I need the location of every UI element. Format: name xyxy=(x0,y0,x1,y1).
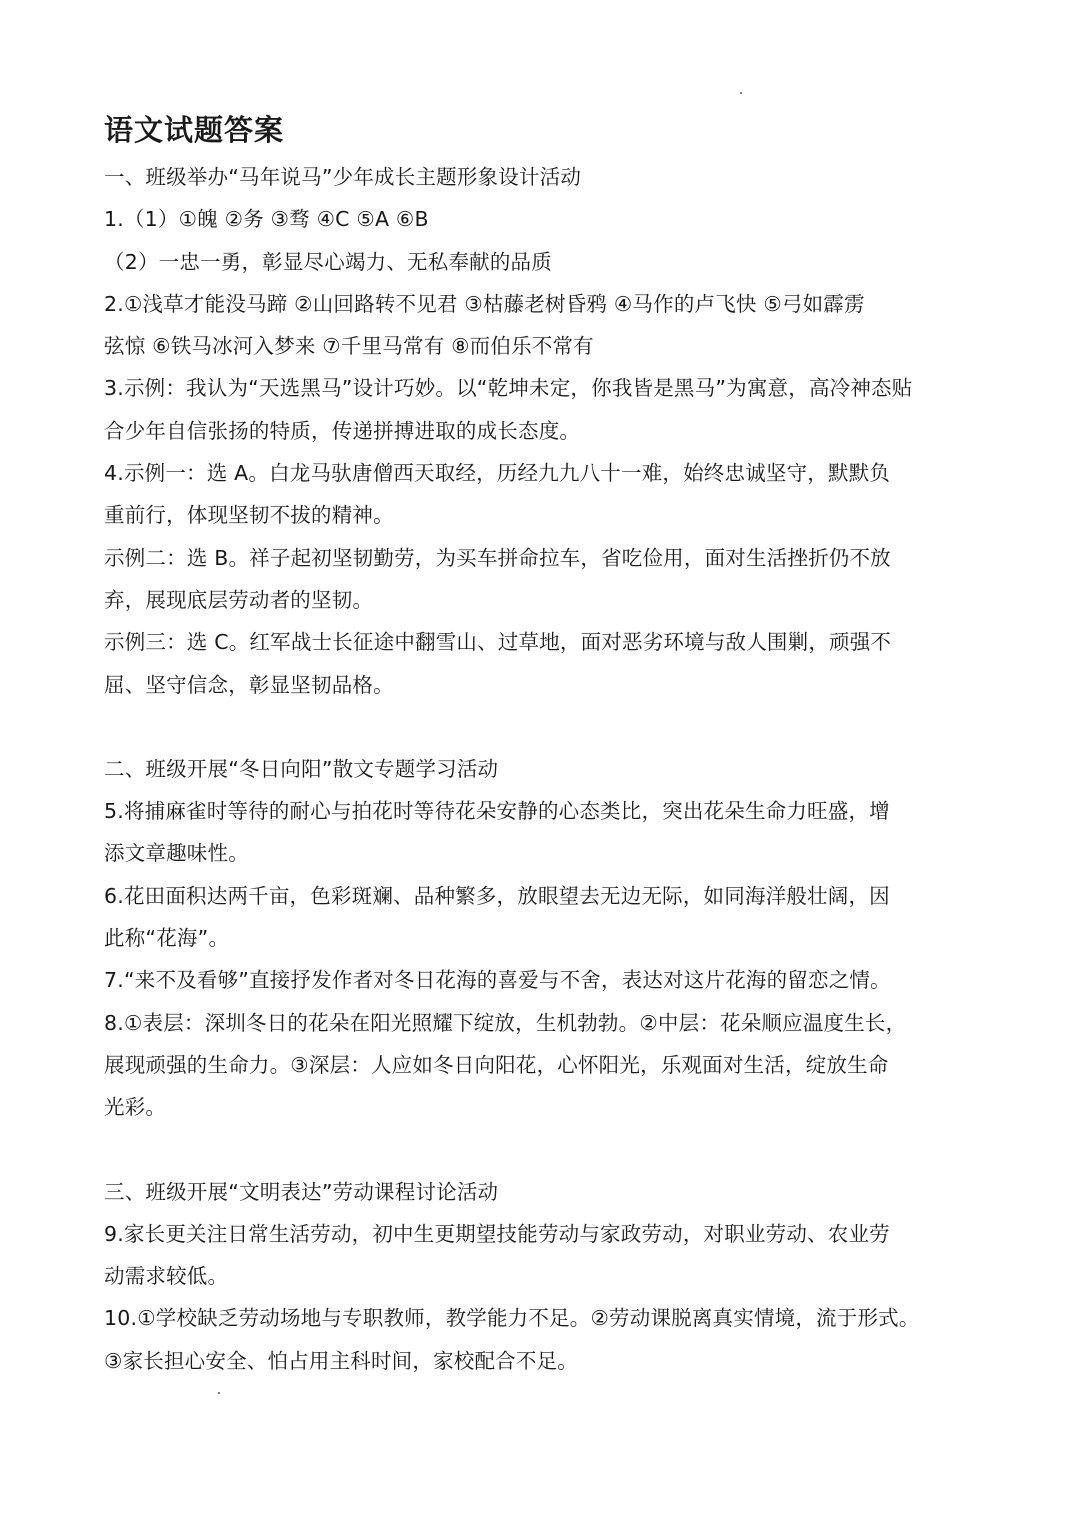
section-spacer xyxy=(104,1129,944,1171)
answer-line: 展现顽强的生命力。③深层：人应如冬日向阳花，心怀阳光，乐观面对生活，绽放生命 xyxy=(104,1052,889,1077)
section-2 xyxy=(104,748,944,1129)
answer-line: 重前行，体现坚韧不拔的精神。 xyxy=(104,503,394,528)
speck-mark xyxy=(740,92,742,94)
answer-line: 合少年自信张扬的特质，传递拼搏进取的成长态度。 xyxy=(104,418,581,443)
answer-line: ③家长担心安全、怕占用主科时间，家校配合不足。 xyxy=(104,1348,578,1373)
answer-line: （2）一忠一勇，彰显尽心竭力、无私奉献的品质 xyxy=(104,249,552,274)
answer-line: 4.示例一：选 A。白龙马驮唐僧西天取经，历经九九八十一难，始终忠诚坚守，默默负 xyxy=(104,461,891,486)
answer-line: 光彩。 xyxy=(104,1095,167,1120)
answer-line: 屈、坚守信念，彰显坚韧品格。 xyxy=(104,672,394,697)
answer-line: 示例三：选 C。红军战士长征途中翻雪山、过草地，面对恶劣环境与敌人围剿，顽强不 xyxy=(104,630,892,655)
section-1 xyxy=(104,156,944,706)
answer-line: 动需求较低。 xyxy=(104,1264,229,1289)
answer-line: 示例二：选 B。祥子起初坚韧勤劳，为买车拼命拉车，省吃俭用，面对生活挫折仍不放 xyxy=(104,545,891,570)
answer-line: 9.家长更关注日常生活劳动，初中生更期望技能劳动与家政劳动，对职业劳动、农业劳 xyxy=(104,1221,890,1246)
speck-mark xyxy=(218,1392,220,1394)
answer-line: 8.①表层：深圳冬日的花朵在阳光照耀下绽放，生机勃勃。②中层：花朵顺应温度生长， xyxy=(104,1010,907,1035)
answer-line: 6.花田面积达两千亩，色彩斑斓、品种繁多，放眼望去无边无际，如同海洋般壮阔，因 xyxy=(104,883,890,908)
answer-line: 10.①学校缺乏劳动场地与专职教师，教学能力不足。②劳动课脱离真实情境，流于形式。 xyxy=(104,1306,920,1331)
section-spacer xyxy=(104,706,944,748)
answer-line: 弦惊 ⑥铁马冰河入梦来 ⑦千里马常有 ⑧而伯乐不常有 xyxy=(104,334,594,359)
answer-line: 弃，展现底层劳动者的坚韧。 xyxy=(104,587,374,612)
answer-line: 此称“花海”。 xyxy=(104,926,230,951)
answer-line: 1.（1）①魄 ②务 ③骛 ④C ⑤A ⑥B xyxy=(104,207,429,232)
answer-line: 3.示例：我认为“天选黑马”设计巧妙。以“乾坤未定，你我皆是黑马”为寓意，高冷神态贴 xyxy=(104,376,913,401)
section-heading: 三、班级开展“文明表达”劳动课程讨论活动 xyxy=(104,1179,499,1204)
answer-document xyxy=(104,108,944,1382)
page-title: 语文试题答案 xyxy=(104,113,285,147)
section-heading: 二、班级开展“冬日向阳”散文专题学习活动 xyxy=(104,756,499,781)
section-heading: 一、班级举办“马年说马”少年成长主题形象设计活动 xyxy=(104,165,582,189)
answer-line: 2.①浅草才能没马蹄 ②山回路转不见君 ③枯藤老树昏鸦 ④马作的卢飞快 ⑤弓如霹雳 xyxy=(104,291,865,316)
answer-line: 添文章趣味性。 xyxy=(104,841,249,866)
section-3 xyxy=(104,1171,944,1382)
answer-line: 5.将捕麻雀时等待的耐心与拍花时等待花朵安静的心态类比，突出花朵生命力旺盛，增 xyxy=(104,799,890,824)
answer-line: 7.“来不及看够”直接抒发作者对冬日花海的喜爱与不舍，表达对这片花海的留恋之情。 xyxy=(104,968,891,993)
